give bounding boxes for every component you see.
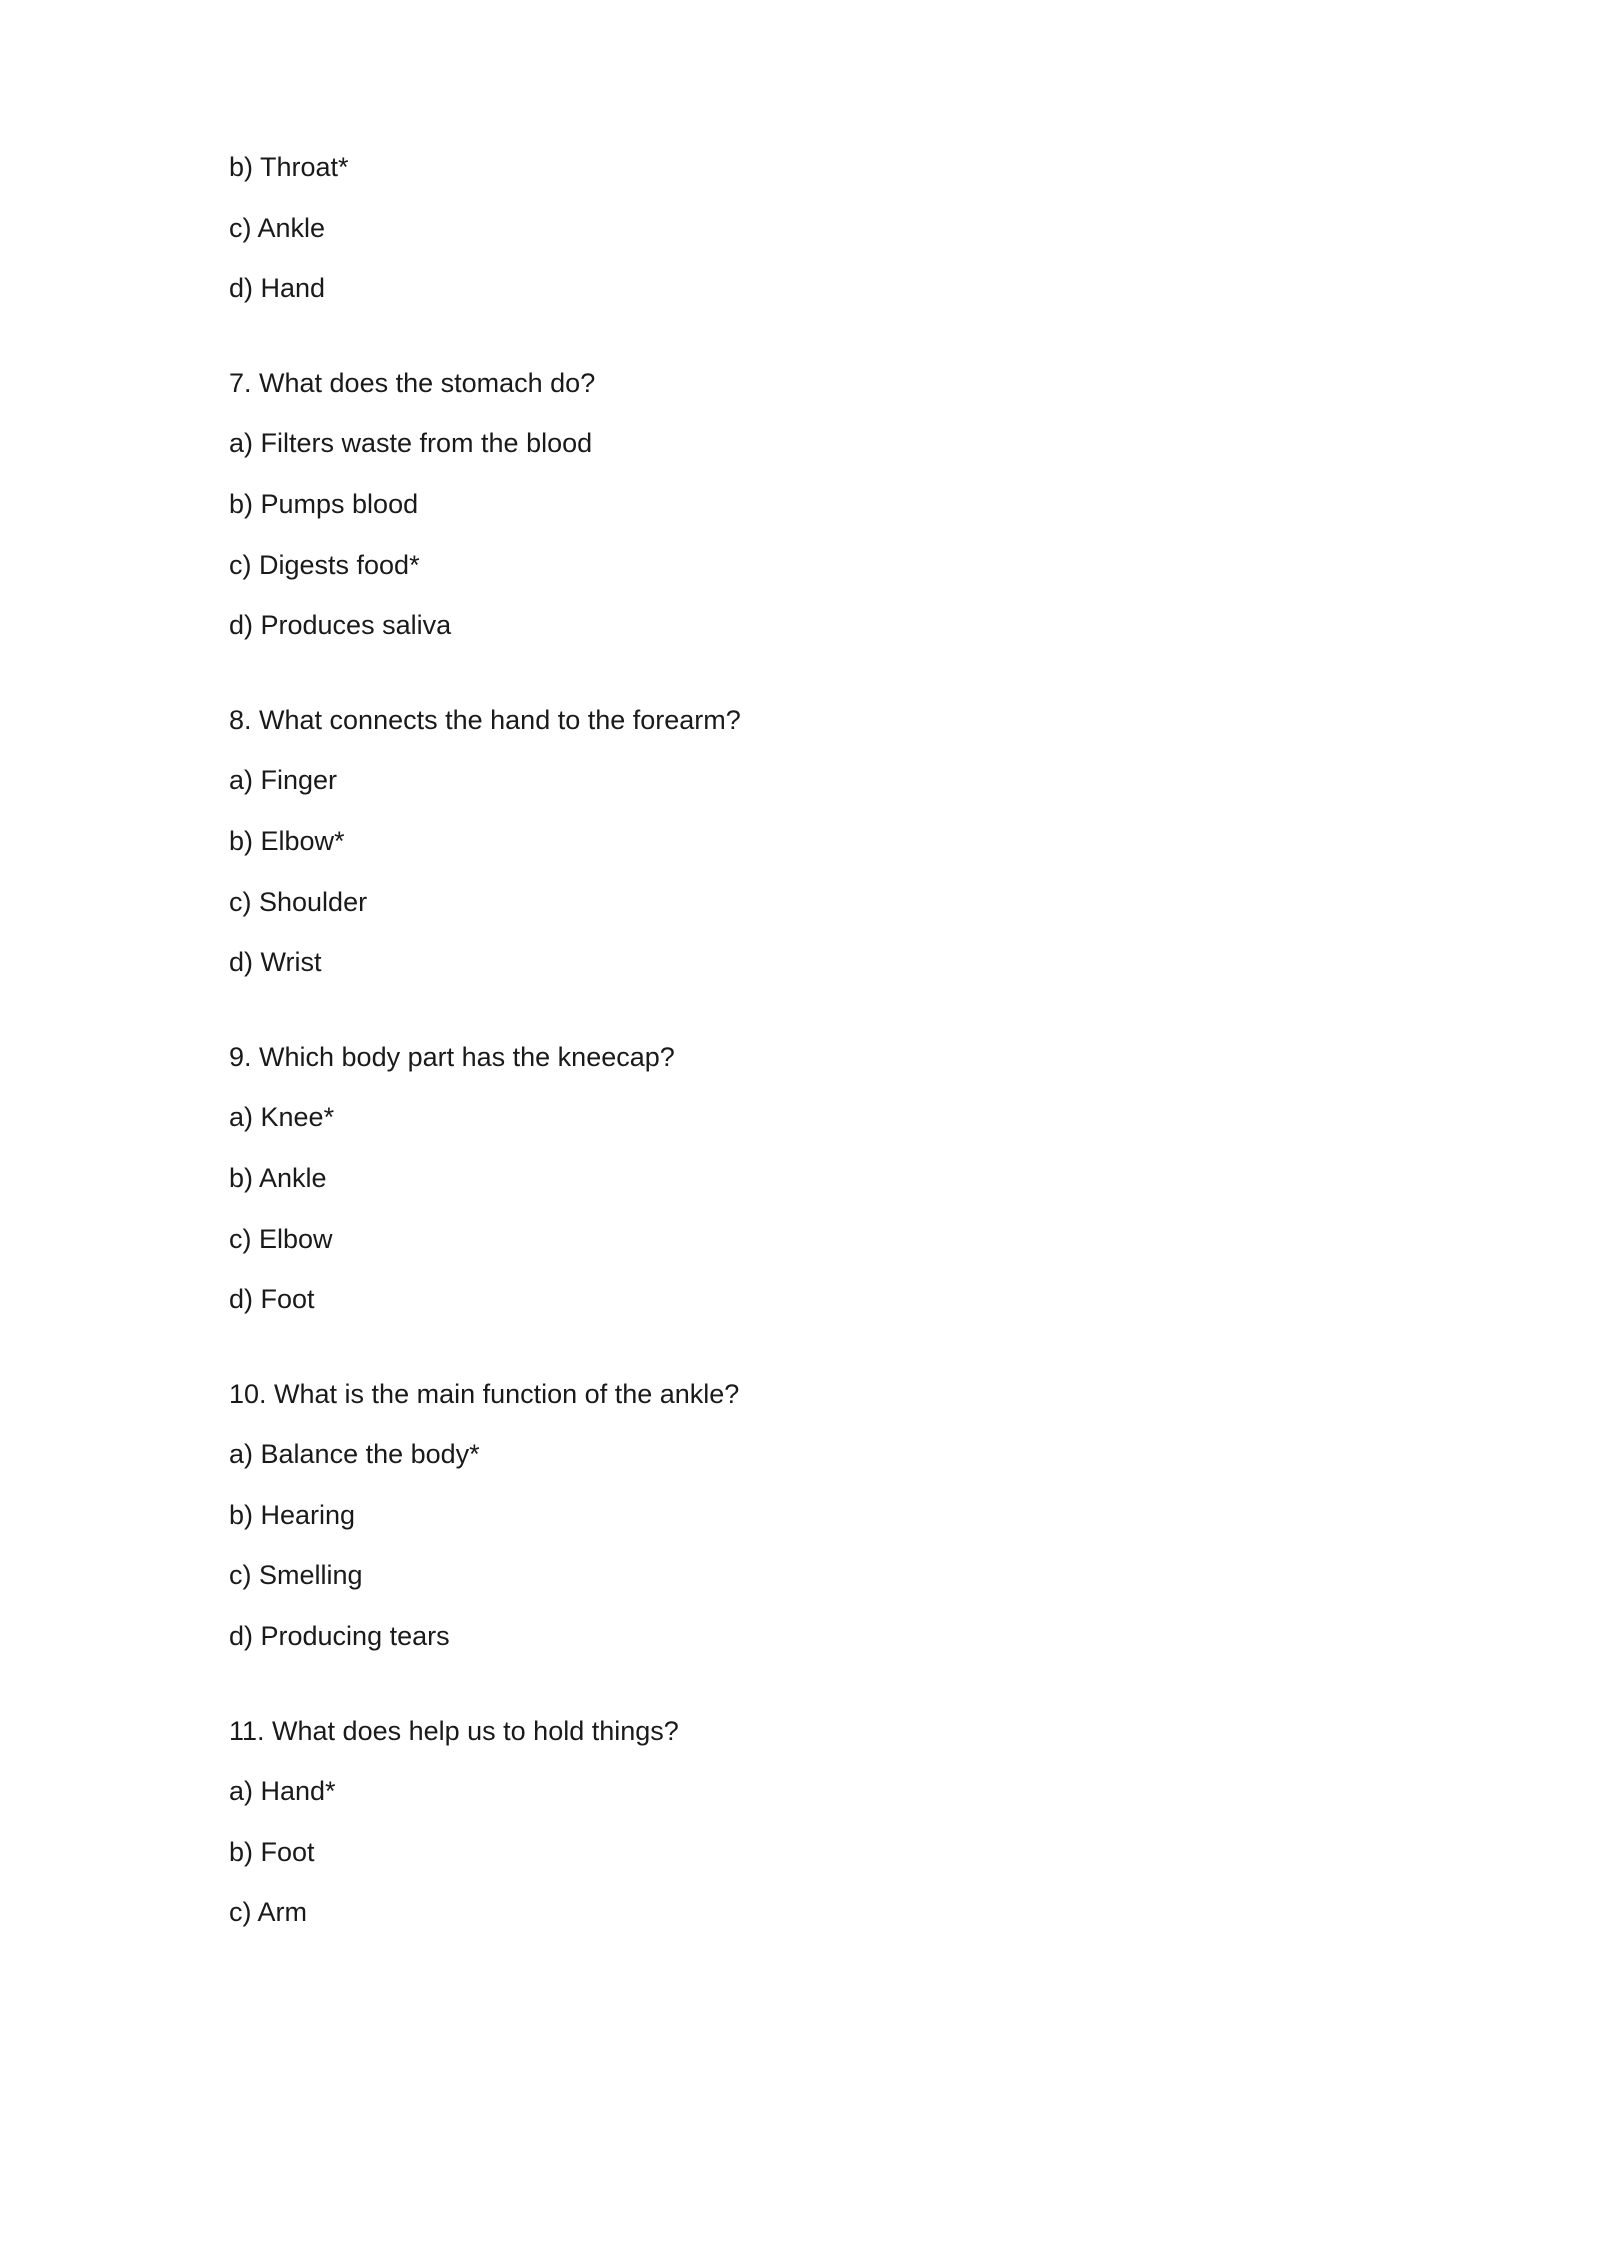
answer-option: b) Elbow*: [229, 825, 345, 856]
question-block-11: [229, 1714, 1379, 1930]
question-text: 7. What does the stomach do?: [229, 367, 596, 398]
answer-option: d) Foot: [229, 1284, 315, 1315]
answer-option: c) Smelling: [229, 1560, 363, 1591]
answer-option: a) Knee*: [229, 1102, 335, 1133]
answer-option: d) Hand: [229, 273, 326, 304]
question-text: 11. What does help us to hold things?: [229, 1715, 679, 1746]
answer-option: b) Throat*: [229, 152, 349, 182]
answer-option: d) Produces saliva: [229, 610, 452, 641]
answer-option: a) Finger: [229, 765, 338, 796]
quiz-content: [229, 150, 1379, 1956]
answer-option: b) Hearing: [229, 1499, 356, 1530]
answer-option: c) Ankle: [229, 212, 326, 243]
question-block-7: [229, 366, 1379, 642]
answer-option: c) Elbow: [229, 1223, 333, 1254]
answer-option: d) Wrist: [229, 947, 322, 978]
question-block-9: [229, 1040, 1379, 1316]
answer-option: c) Digests food*: [229, 549, 420, 580]
question-text: 10. What is the main function of the ankle?: [229, 1378, 740, 1409]
answer-option: c) Shoulder: [229, 886, 368, 917]
question-text: 8. What connects the hand to the forearm?: [229, 704, 741, 735]
question-block-8: [229, 703, 1379, 979]
answer-option: a) Filters waste from the blood: [229, 428, 593, 459]
question-text: 9. Which body part has the kneecap?: [229, 1041, 675, 1072]
question-block-10: [229, 1377, 1379, 1653]
answer-option: a) Hand*: [229, 1776, 336, 1807]
answer-option: d) Producing tears: [229, 1621, 450, 1652]
answer-option: b) Pumps blood: [229, 488, 419, 519]
question-block-6-continued: [229, 150, 1379, 305]
answer-option: c) Arm: [229, 1897, 307, 1928]
answer-option: b) Ankle: [229, 1162, 327, 1193]
answer-option: b) Foot: [229, 1836, 315, 1867]
answer-option: a) Balance the body*: [229, 1439, 480, 1470]
